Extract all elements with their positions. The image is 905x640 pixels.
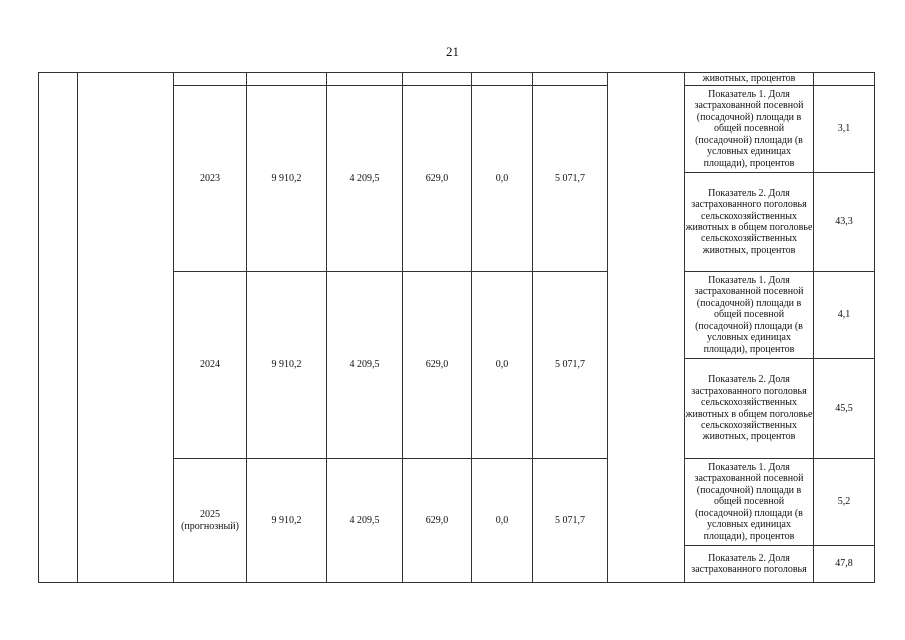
value-cell: 5 071,7 <box>533 86 608 272</box>
indicator-text: Показатель 2. Доля застрахованного поголовья сельскохозяйственных животных в общем поголовье сельскохозяйственных животных, процентов <box>685 374 813 443</box>
page-number: 21 <box>446 44 459 59</box>
indicator-value: 4,1 <box>814 272 875 359</box>
empty-cell <box>472 73 533 86</box>
program-table <box>38 72 875 583</box>
year-cell: 2025 (прогнозный) <box>174 459 247 583</box>
table-row <box>39 73 875 86</box>
empty-cell <box>327 73 403 86</box>
value-cell: 0,0 <box>472 272 533 459</box>
value-cell: 0,0 <box>472 459 533 583</box>
indicator-value: 43,3 <box>814 173 875 272</box>
indicator-text: Показатель 2. Доля застрахованного поголовья сельскохозяйственных животных в общем поголовье сельскохозяйственных животных, процентов <box>685 187 813 256</box>
indicator-text: Показатель 2. Доля застрахованного поголовья <box>691 552 807 575</box>
year-cell: 2024 <box>174 272 247 459</box>
indicator-cell <box>685 459 814 546</box>
empty-cell <box>814 73 875 86</box>
empty-cell <box>403 73 472 86</box>
value-cell: 0,0 <box>472 86 533 272</box>
year-cell: 2023 <box>174 86 247 272</box>
indicator-text: Показатель 1. Доля застрахованной посевной (посадочной) площади в общей посевной (посадочной) площади (в условных единицах площади), процентов <box>694 89 804 169</box>
empty-cell-col9 <box>608 73 685 583</box>
empty-cell <box>247 73 327 86</box>
value-cell: 629,0 <box>403 272 472 459</box>
value-cell: 9 910,2 <box>247 459 327 583</box>
indicator-text: Показатель 1. Доля застрахованной посевной (посадочной) площади в общей посевной (посадочной) площади (в условных единицах площади), процентов <box>694 462 804 542</box>
indicator-cell <box>685 173 814 272</box>
value-cell: 4 209,5 <box>327 86 403 272</box>
indicator-value: 5,2 <box>814 459 875 546</box>
indicator-cell <box>685 546 814 583</box>
empty-cell <box>174 73 247 86</box>
indicator-text: животных, процентов <box>702 73 796 85</box>
value-cell: 9 910,2 <box>247 86 327 272</box>
empty-cell-col1 <box>39 73 78 583</box>
indicator-cell <box>685 73 814 86</box>
indicator-text: Показатель 1. Доля застрахованной посевной (посадочной) площади в общей посевной (посадочной) площади (в условных единицах площади), процентов <box>694 275 804 355</box>
indicator-value: 47,8 <box>814 546 875 583</box>
value-cell: 4 209,5 <box>327 272 403 459</box>
value-cell: 629,0 <box>403 459 472 583</box>
empty-cell-col2 <box>78 73 174 583</box>
value-cell: 5 071,7 <box>533 459 608 583</box>
indicator-value: 3,1 <box>814 86 875 173</box>
value-cell: 629,0 <box>403 86 472 272</box>
indicator-cell <box>685 86 814 173</box>
value-cell: 9 910,2 <box>247 272 327 459</box>
indicator-value: 45,5 <box>814 359 875 459</box>
indicator-cell <box>685 359 814 459</box>
empty-cell <box>533 73 608 86</box>
value-cell: 5 071,7 <box>533 272 608 459</box>
value-cell: 4 209,5 <box>327 459 403 583</box>
indicator-cell <box>685 272 814 359</box>
